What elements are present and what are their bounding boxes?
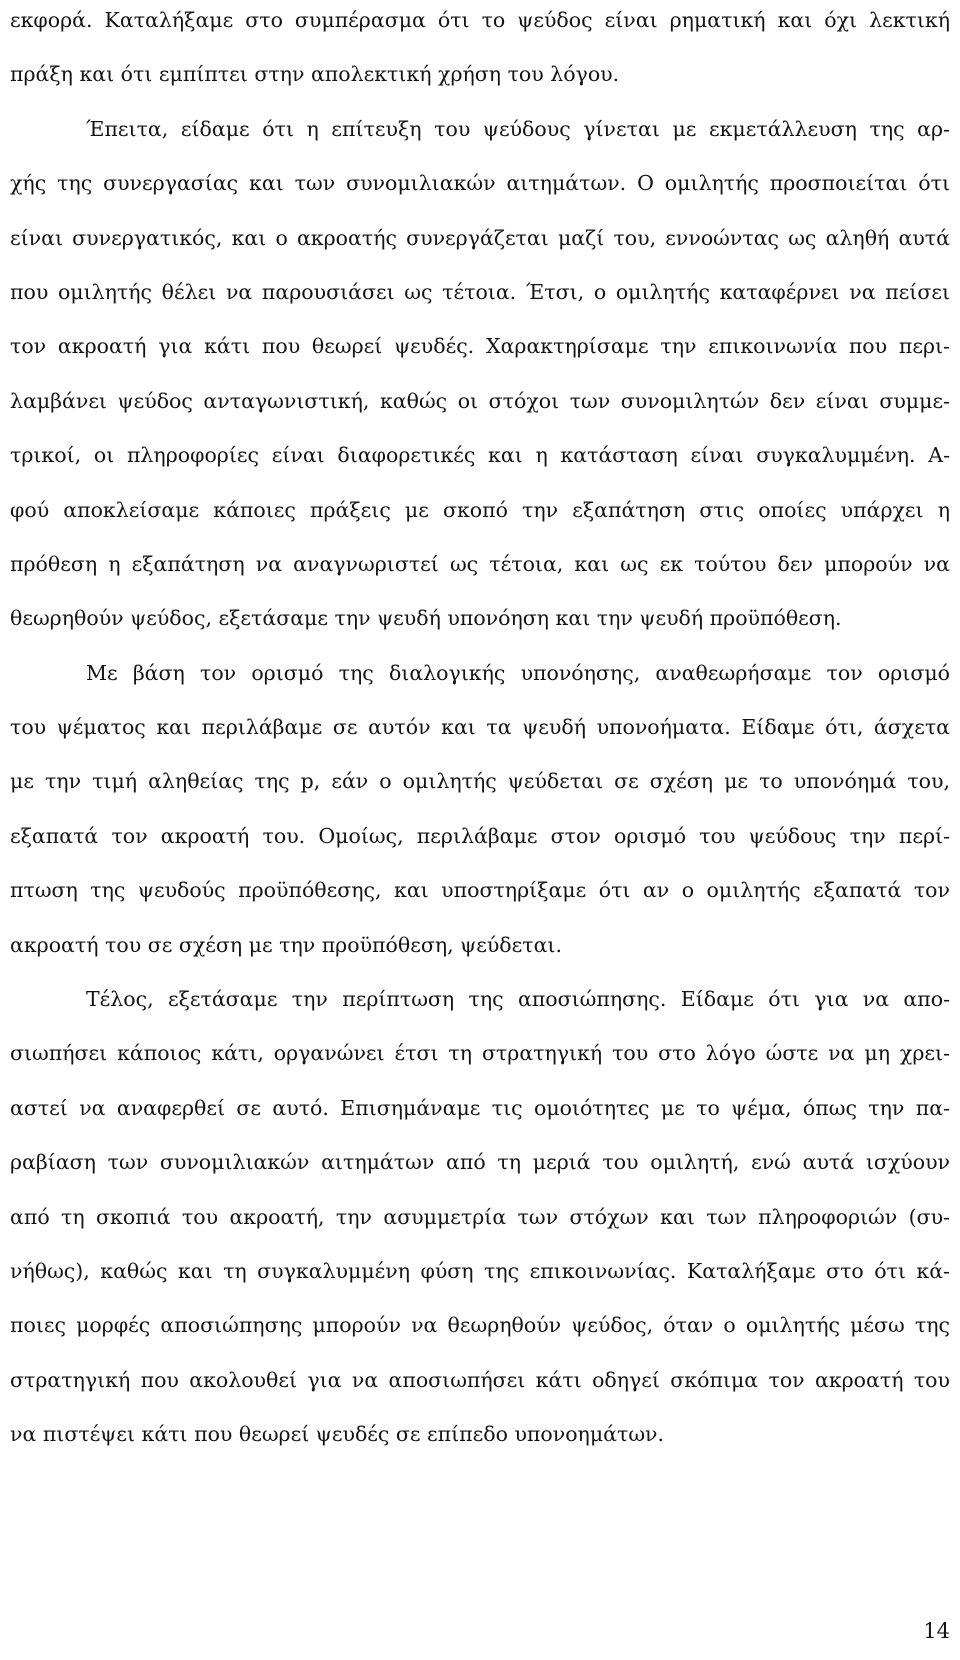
- text-line: τρικοί, οι πληροφορίες είναι διαφορετικές και η κατάσταση είναι συγκαλυμμένη. Α-: [10, 443, 950, 468]
- text-line: φού αποκλείσαμε κάποιες πράξεις με σκοπό την εξαπάτηση στις οποίες υπάρχει η: [10, 497, 950, 522]
- text-line: θεωρηθούν ψεύδος, εξετάσαμε την ψευδή υπονόηση και την ψευδή προϋπόθεση.: [10, 606, 842, 631]
- text-line: εκφορά. Καταλήξαμε στο συμπέρασμα ότι το ψεύδος είναι ρηματική και όχι λεκτική: [10, 8, 950, 32]
- text-line: με την τιμή αληθείας της p, εάν ο ομιλητής ψεύδεται σε σχέση με το υπονόημά του,: [10, 769, 950, 794]
- text-line: ακροατή του σε σχέση με την προϋπόθεση, ψεύδεται.: [10, 932, 562, 957]
- text-line: Τέλος, εξετάσαμε την περίπτωση της αποσιώπησης. Είδαμε ότι για να απο-: [86, 987, 950, 1012]
- text-line: που ομιλητής θέλει να παρουσιάσει ως τέτοια. Έτσι, ο ομιλητής καταφέρνει να πείσει: [10, 279, 950, 304]
- text-line: εξαπατά τον ακροατή του. Ομοίως, περιλάβαμε στον ορισμό του ψεύδους την περί-: [10, 823, 950, 848]
- text-line: πρόθεση η εξαπάτηση να αναγνωριστεί ως τέτοια, και ως εκ τούτου δεν μπορούν να: [10, 551, 950, 576]
- text-line: ποιες μορφές αποσιώπησης μπορούν να θεωρηθούν ψεύδος, όταν ο ομιλητής μέσω της: [10, 1313, 950, 1338]
- text-line: από τη σκοπιά του ακροατή, την ασυμμετρία των στόχων και των πληροφοριών (συ-: [10, 1204, 950, 1229]
- text-line: λαμβάνει ψεύδος ανταγωνιστική, καθώς οι στόχοι των συνομιλητών δεν είναι συμμε-: [10, 388, 950, 413]
- text-line: χής της συνεργασίας και των συνομιλιακών αιτημάτων. Ο ομιλητής προσποιείται ότι: [10, 171, 950, 196]
- text-line: Με βάση τον ορισμό της διαλογικής υπονόησης, αναθεωρήσαμε τον ορισμό: [86, 660, 950, 685]
- text-line: πράξη και ότι εμπίπτει στην απολεκτική χρήση του λόγου.: [10, 62, 620, 87]
- text-line: ραβίαση των συνομιλιακών αιτημάτων από τη μεριά του ομιλητή, ενώ αυτά ισχύουν: [10, 1150, 950, 1175]
- page-number: 14: [923, 1619, 950, 1643]
- text-line: να πιστέψει κάτι που θεωρεί ψευδές σε επίπεδο υπονοημάτων.: [10, 1422, 665, 1447]
- text-line: του ψέματος και περιλάβαμε σε αυτόν και τα ψευδή υπονοήματα. Είδαμε ότι, άσχετα: [10, 715, 950, 740]
- text-line: σιωπήσει κάποιος κάτι, οργανώνει έτσι τη στρατηγική του στο λόγο ώστε να μη χρει-: [10, 1041, 950, 1066]
- text-line: είναι συνεργατικός, και ο ακροατής συνεργάζεται μαζί του, εννοώντας ως αληθή αυτά: [10, 225, 950, 250]
- body-text: [10, 2, 950, 1471]
- text-line: αστεί να αναφερθεί σε αυτό. Επισημάναμε τις ομοιότητες με το ψέμα, όπως την πα-: [10, 1095, 950, 1120]
- text-line: νήθως), καθώς και τη συγκαλυμμένη φύση της επικοινωνίας. Καταλήξαμε στο ότι κά-: [10, 1258, 950, 1283]
- text-line: πτωση της ψευδούς προϋπόθεσης, και υποστηρίξαμε ότι αν ο ομιλητής εξαπατά τον: [10, 878, 950, 903]
- text-line: στρατηγική που ακολουθεί για να αποσιωπήσει κάτι οδηγεί σκόπιμα τον ακροατή του: [10, 1367, 950, 1392]
- text-line: τον ακροατή για κάτι που θεωρεί ψευδές. Χαρακτηρίσαμε την επικοινωνία που περι-: [10, 334, 950, 359]
- text-line: Έπειτα, είδαμε ότι η επίτευξη του ψεύδους γίνεται με εκμετάλλευση της αρ-: [86, 116, 950, 141]
